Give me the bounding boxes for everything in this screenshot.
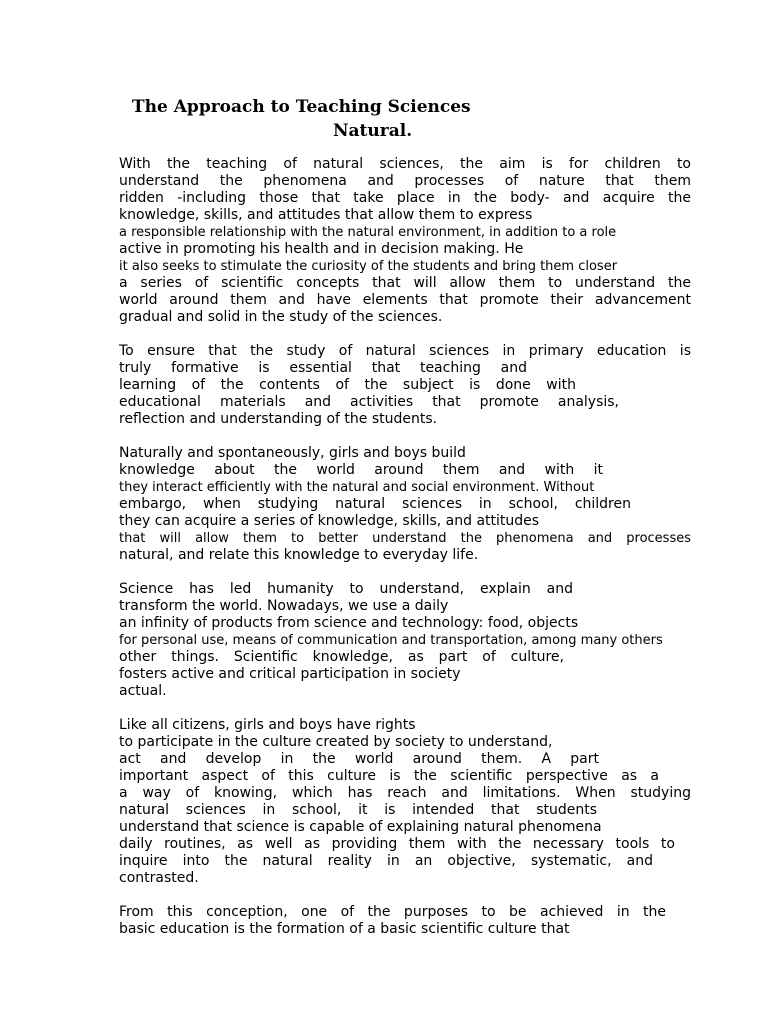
text-line: natural, and relate this knowledge to everyday life. [119, 547, 479, 563]
paragraph-2 [119, 343, 691, 428]
text-line: natural sciences in school, it is intended that students [119, 802, 597, 818]
document-title-line-1: The Approach to Teaching Sciences [132, 97, 471, 117]
text-line: a way of knowing, which has reach and limitations. When studying [119, 785, 691, 801]
text-line: ridden -including those that take place in the body- and acquire the [119, 190, 691, 206]
text-line: reflection and understanding of the students. [119, 411, 438, 427]
text-line: contrasted. [119, 870, 199, 886]
text-line: From this conception, one of the purposes to be achieved in the [119, 904, 666, 920]
text-line: inquire into the natural reality in an objective, systematic, and [119, 853, 653, 869]
text-line: for personal use, means of communication and transportation, among many others [119, 633, 663, 648]
text-line: educational materials and activities that promote analysis, [119, 394, 619, 410]
text-line: they interact efficiently with the natural and social environment. Without [119, 480, 595, 495]
text-line: world around them and have elements that promote their advancement [119, 292, 691, 308]
text-line: truly formative is essential that teaching and [119, 360, 527, 376]
paragraph-4 [119, 581, 691, 700]
text-line: actual. [119, 683, 167, 699]
text-line: Like all citizens, girls and boys have rights [119, 717, 416, 733]
text-line: transform the world. Nowadays, we use a daily [119, 598, 449, 614]
text-line: understand that science is capable of explaining natural phenomena [119, 819, 602, 835]
text-line: fosters active and critical participation in society [119, 666, 461, 682]
text-line: knowledge, skills, and attitudes that allow them to express [119, 207, 533, 223]
text-line: knowledge about the world around them and with it [119, 462, 603, 478]
text-line: that will allow them to better understand the phenomena and processes [119, 531, 691, 546]
text-line: active in promoting his health and in decision making. He [119, 241, 524, 257]
document-title-line-2: Natural. [333, 121, 413, 141]
text-line: To ensure that the study of natural sciences in primary education is [119, 343, 691, 359]
text-line: a series of scientific concepts that will allow them to understand the [119, 275, 691, 291]
text-line: they can acquire a series of knowledge, skills, and attitudes [119, 513, 540, 529]
text-line: gradual and solid in the study of the sciences. [119, 309, 443, 325]
text-line: an infinity of products from science and technology: food, objects [119, 615, 579, 631]
text-line: understand the phenomena and processes of nature that them [119, 173, 691, 189]
text-line: other things. Scientific knowledge, as part of culture, [119, 649, 564, 665]
text-line: With the teaching of natural sciences, the aim is for children to [119, 156, 691, 172]
text-line: to participate in the culture created by society to understand, [119, 734, 553, 750]
paragraph-1 [119, 156, 691, 326]
paragraph-5 [119, 717, 691, 887]
text-line: learning of the contents of the subject is done with [119, 377, 576, 393]
text-line: daily routines, as well as providing them with the necessary tools to [119, 836, 675, 852]
text-line: it also seeks to stimulate the curiosity of the students and bring them closer [119, 259, 618, 274]
text-line: a responsible relationship with the natural environment, in addition to a role [119, 225, 617, 240]
text-line: embargo, when studying natural sciences in school, children [119, 496, 631, 512]
text-line: important aspect of this culture is the scientific perspective as a [119, 768, 659, 784]
text-line: basic education is the formation of a basic scientific culture that [119, 921, 570, 937]
text-line: act and develop in the world around them. A part [119, 751, 599, 767]
document-body [119, 156, 691, 955]
paragraph-6 [119, 904, 691, 938]
text-line: Naturally and spontaneously, girls and boys build [119, 445, 466, 461]
paragraph-3 [119, 445, 691, 564]
text-line: Science has led humanity to understand, explain and [119, 581, 573, 597]
